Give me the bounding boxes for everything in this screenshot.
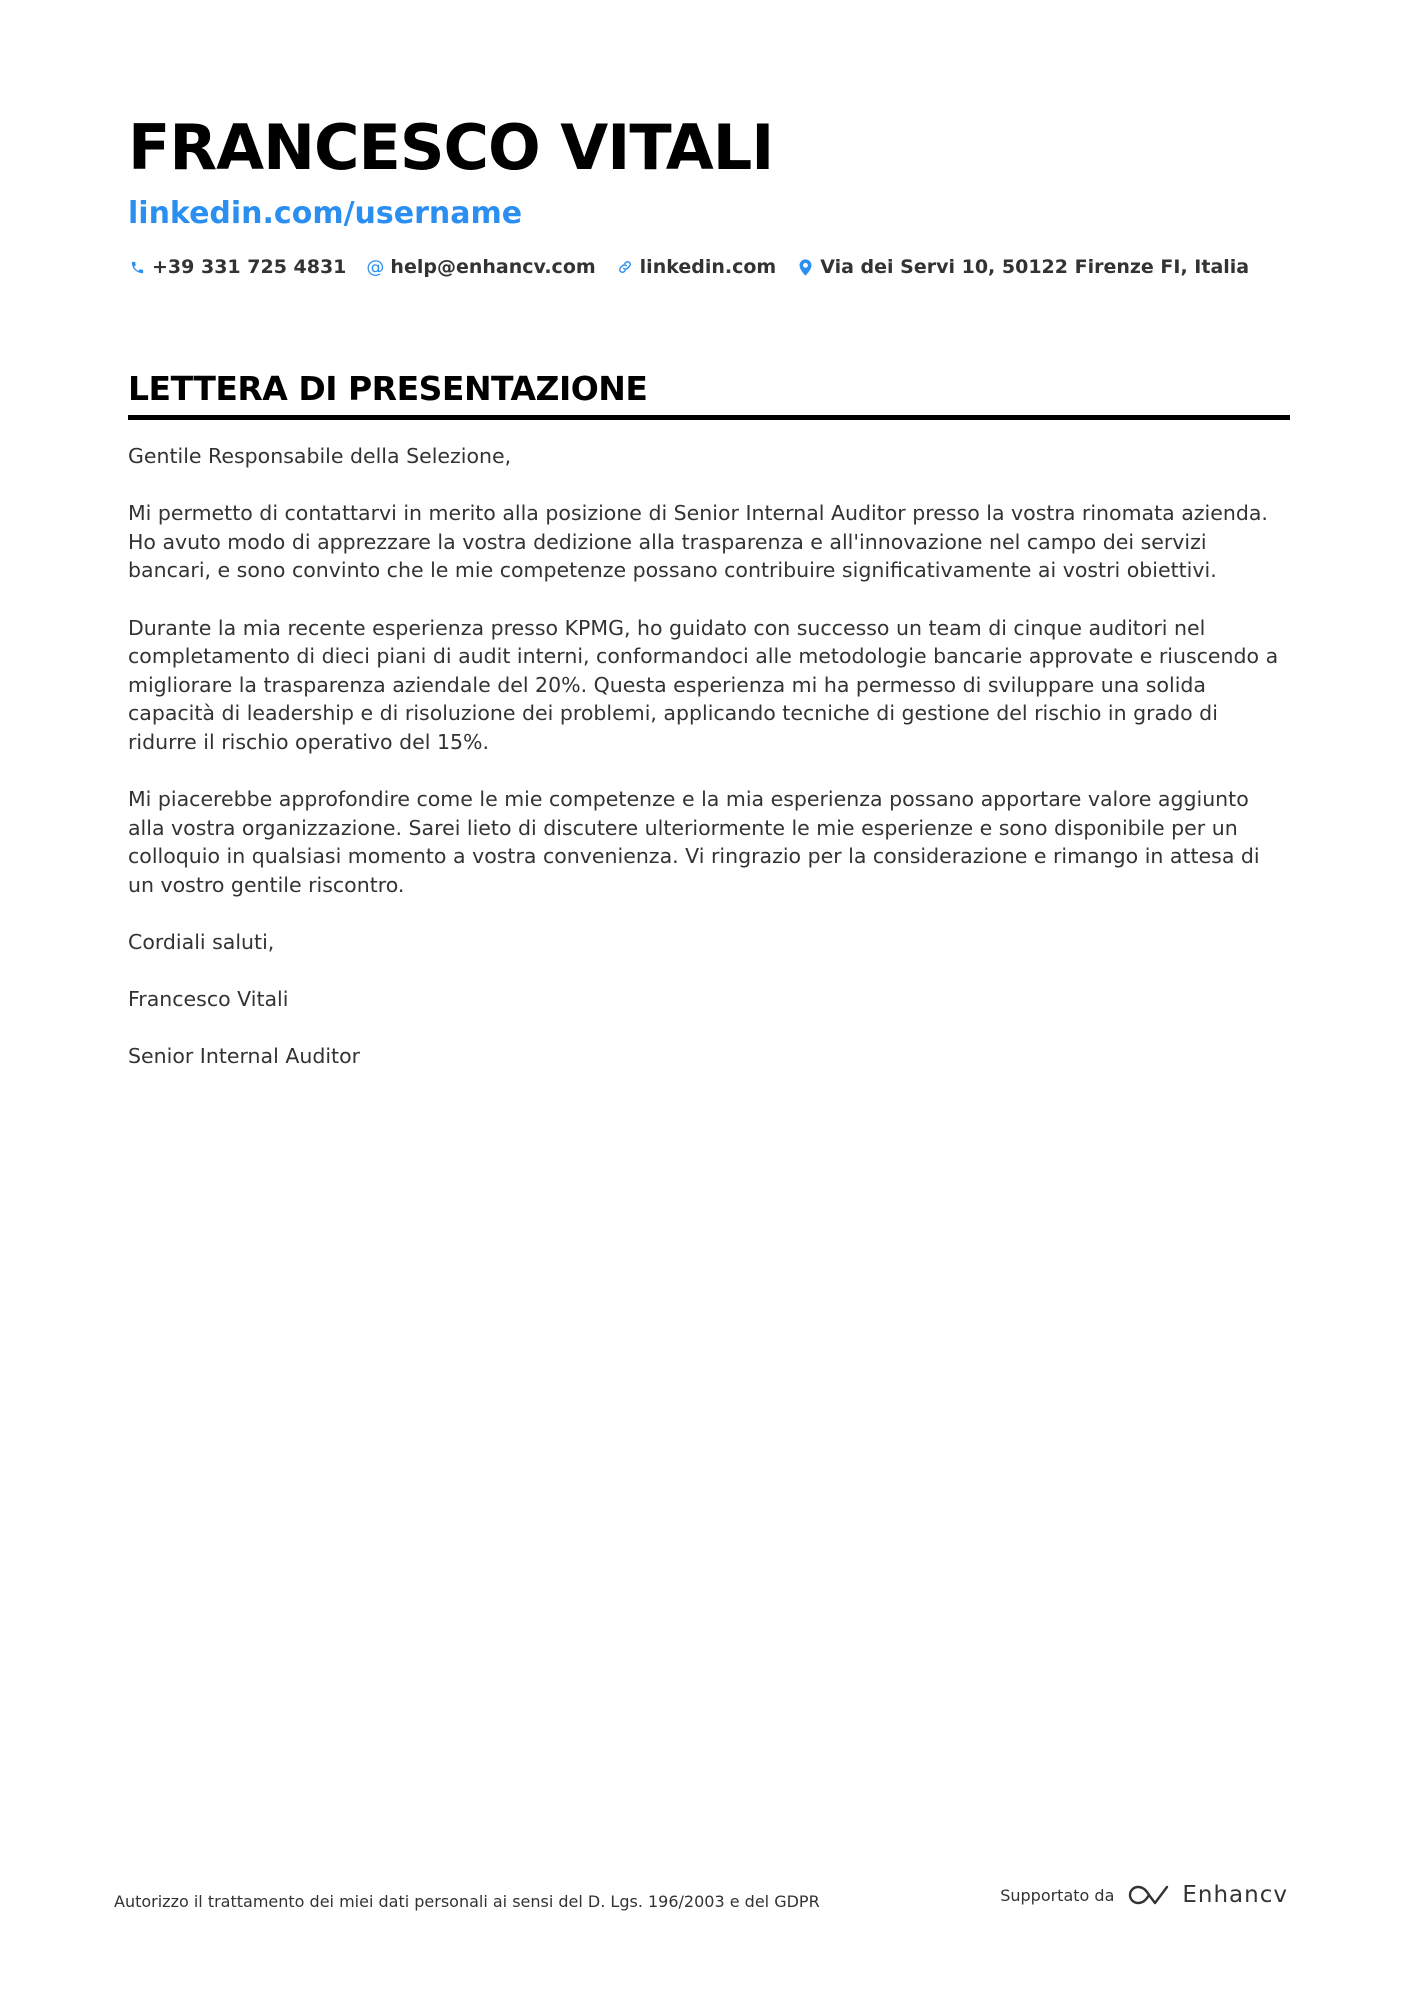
letter-paragraph: Durante la mia recente esperienza presso KPMG, ho guidato con successo un team di cinque auditori nel completamento di dieci piani di audit interni, conformandoci alle metodologie bancarie approvate e riuscendo a migliorare la trasparenza aziendale del 20%. Questa esperienza mi ha permesso di sviluppare una solida capacità di leadership e di risoluzione dei problemi, applicando tecniche di gestione del rischio in grado di ridurre il rischio operativo del 15%. — [128, 615, 1279, 754]
candidate-name: FRANCESCO VITALI — [128, 111, 774, 184]
letter-body — [128, 442, 1290, 1071]
contact-phone[interactable] — [128, 256, 346, 278]
header — [128, 108, 1288, 278]
phone-icon — [128, 258, 146, 276]
location-pin-icon — [796, 258, 814, 276]
closing: Cordiali saluti, — [128, 930, 275, 955]
contact-location — [796, 256, 1249, 278]
contact-link[interactable] — [616, 256, 777, 278]
consent-note: Autorizzo il trattamento dei miei dati personali ai sensi del D. Lgs. 196/2003 e del GDPR — [114, 1892, 820, 1911]
location-text: Via dei Servi 10, 50122 Firenze FI, Italia — [820, 256, 1250, 278]
letter-paragraph: Mi permetto di contattarvi in merito alla posizione di Senior Internal Auditor presso la vostra rinomata azienda. Ho avuto modo di apprezzare la vostra dedizione alla trasparenza e all'innovazione nel campo dei servizi bancari, e sono convinto che le mie competenze possano contribuire significativamente ai vostri obiettivi. — [128, 501, 1268, 583]
section-title: LETTERA DI PRESENTAZIONE — [128, 367, 1290, 420]
email-address: help@enhancv.com — [390, 256, 596, 278]
cover-letter-section — [128, 367, 1290, 1100]
contact-bar — [128, 256, 1288, 278]
brand-name: Enhancv — [1182, 1882, 1288, 1908]
profile-link[interactable]: linkedin.com/username — [128, 196, 523, 231]
powered-by[interactable] — [1000, 1882, 1288, 1908]
letter-paragraph: Mi piacerebbe approfondire come le mie competenze e la mia esperienza possano apportare valore aggiunto alla vostra organizzazione. Sarei lieto di discutere ulteriormente le mie esperienze e sono disponibile per un colloquio in qualsiasi momento a vostra convenienza. Vi ringrazio per la considerazione e rimango in attesa di un vostro gentile riscontro. — [128, 787, 1260, 897]
link-text: linkedin.com — [639, 256, 777, 278]
signature-title: Senior Internal Auditor — [128, 1044, 361, 1069]
powered-by-label: Supportato da — [1000, 1885, 1115, 1905]
enhancv-logo-icon — [1126, 1883, 1172, 1907]
greeting: Gentile Responsabile della Selezione, — [128, 444, 512, 468]
contact-email[interactable] — [366, 256, 595, 278]
signature-name: Francesco Vitali — [128, 987, 289, 1012]
link-icon — [616, 258, 634, 276]
at-icon: @ — [366, 256, 385, 278]
phone-number: +39 331 725 4831 — [152, 256, 347, 278]
